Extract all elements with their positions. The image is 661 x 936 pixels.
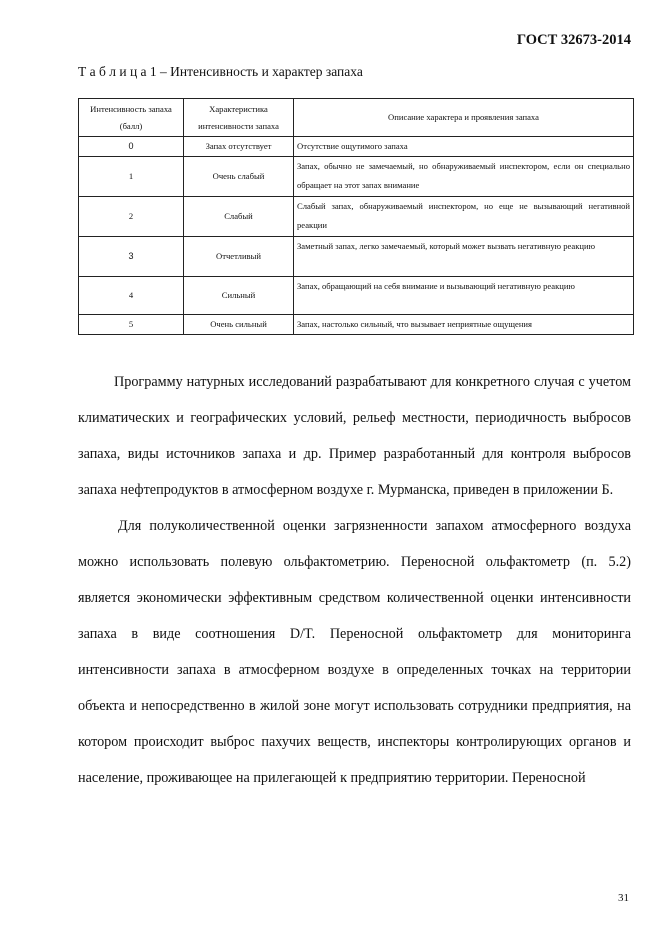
intensity-characteristic: Отчетливый	[184, 237, 294, 277]
intensity-score: 1	[79, 157, 184, 197]
paragraph: Программу натурных исследований разрабатывают для конкретного случая с учетом климатических и географических условий, рельеф местности, периодичность выбросов запаха, виды источников запаха и др. Пример разработанный для контроля выбросов запаха нефтепродуктов в атмосферном воздухе г. Мурманска, приведен в приложении Б.	[78, 374, 631, 498]
table-row	[79, 197, 634, 237]
column-header-characteristic: Характеристика интенсивности запаха	[184, 99, 294, 137]
odor-description: Запах, настолько сильный, что вызывает неприятные ощущения	[294, 315, 634, 335]
table-row	[79, 157, 634, 197]
intensity-characteristic: Запах отсутствует	[184, 137, 294, 157]
table-row	[79, 137, 634, 157]
table-row	[79, 315, 634, 335]
intensity-score: 2	[79, 197, 184, 237]
body-text	[78, 364, 631, 796]
intensity-score: 3	[79, 237, 184, 277]
intensity-characteristic: Слабый	[184, 197, 294, 237]
odor-description: Отсутствие ощутимого запаха	[294, 137, 634, 157]
intensity-score: 4	[79, 277, 184, 315]
intensity-score: 5	[79, 315, 184, 335]
odor-description: Запах, обычно не замечаемый, но обнаруживаемый инспектором, если он специально обращает на этот запах внимание	[294, 157, 634, 197]
column-header-description: Описание характера и проявления запаха	[294, 99, 634, 137]
intensity-characteristic: Сильный	[184, 277, 294, 315]
odor-description: Заметный запах, легко замечаемый, который может вызвать негативную реакцию	[294, 237, 634, 277]
odor-intensity-table	[78, 98, 634, 335]
column-header-intensity: Интенсивность запаха (балл)	[79, 99, 184, 137]
document-code: ГОСТ 32673-2014	[516, 32, 631, 48]
table-row	[79, 237, 634, 277]
table-row	[79, 277, 634, 315]
intensity-score: 0	[79, 137, 184, 157]
intensity-characteristic: Очень сильный	[184, 315, 294, 335]
odor-description: Запах, обращающий на себя внимание и вызывающий негативную реакцию	[294, 277, 634, 315]
table-caption: Т а б л и ц а 1 – Интенсивность и характер запаха	[78, 64, 363, 79]
paragraph: Для полуколичественной оценки загрязненности запахом атмосферного воздуха можно использовать полевую ольфактометрию. Переносной ольфактометр (п. 5.2) является экономически эффективным средством количественной оценки интенсивности запаха в виде соотношения D/T. Переносной ольфактометр для мониторинга интенсивности запаха в атмосферном воздухе в определенных точках на территории объекта и непосредственно в жилой зоне могут использовать сотрудники предприятия, на котором происходит выброс пахучих веществ, инспекторы контролирующих органов и население, проживающее на прилегающей к предприятию территории. Переносной	[78, 518, 631, 786]
intensity-characteristic: Очень слабый	[184, 157, 294, 197]
page-number: 31	[618, 892, 629, 904]
odor-description: Слабый запах, обнаруживаемый инспектором, но еще не вызывающий негативной реакции	[294, 197, 634, 237]
